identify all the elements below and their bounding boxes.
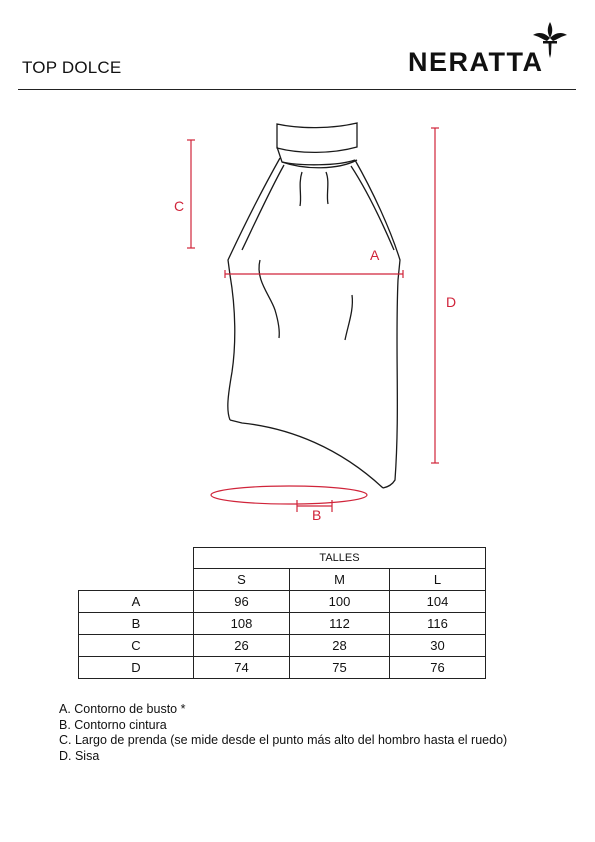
table-cell: 76 bbox=[390, 657, 486, 679]
table-cell: 74 bbox=[194, 657, 290, 679]
legend-item: A. Contorno de busto * bbox=[59, 702, 186, 716]
table-row bbox=[79, 635, 486, 657]
label-c: C bbox=[174, 198, 185, 214]
measure-a bbox=[225, 247, 403, 278]
header-divider bbox=[18, 89, 576, 90]
brand-logo bbox=[408, 20, 574, 82]
right-side bbox=[355, 160, 400, 488]
table-cell: 30 bbox=[390, 635, 486, 657]
legend-item: D. Sisa bbox=[59, 748, 100, 763]
table-group-row bbox=[79, 548, 486, 569]
size-table bbox=[78, 547, 486, 679]
size-header: M bbox=[290, 569, 390, 591]
table-cell: 96 bbox=[194, 591, 290, 613]
table-cell: 104 bbox=[390, 591, 486, 613]
label-b: B bbox=[312, 507, 322, 523]
row-label: D bbox=[79, 657, 194, 679]
table-cell: 75 bbox=[290, 657, 390, 679]
table-row bbox=[79, 591, 486, 613]
collar bbox=[277, 123, 357, 152]
table-size-row bbox=[79, 569, 486, 591]
garment-diagram bbox=[150, 110, 470, 530]
garment-outline bbox=[228, 123, 400, 488]
left-side bbox=[228, 158, 280, 420]
brand-name: NERATTA bbox=[408, 47, 544, 77]
table-row bbox=[79, 613, 486, 635]
table-cell: 116 bbox=[390, 613, 486, 635]
size-header: L bbox=[390, 569, 486, 591]
measurement-legend bbox=[59, 702, 507, 764]
legend-item: B. Contorno cintura bbox=[59, 717, 167, 732]
table-cell: 100 bbox=[290, 591, 390, 613]
row-label: A bbox=[79, 591, 194, 613]
measure-d bbox=[431, 128, 456, 463]
label-d: D bbox=[446, 294, 457, 310]
legend-item: C. Largo de prenda (se mide desde el punto más alto del hombro hasta el ruedo) bbox=[59, 733, 508, 747]
measure-c bbox=[174, 140, 195, 248]
row-label: B bbox=[79, 613, 194, 635]
label-a: A bbox=[370, 247, 380, 263]
table-row bbox=[79, 657, 486, 679]
measure-b bbox=[211, 486, 367, 523]
talles-header: TALLES bbox=[194, 548, 486, 569]
table-cell: 112 bbox=[290, 613, 390, 635]
row-label: C bbox=[79, 635, 194, 657]
size-header: S bbox=[194, 569, 290, 591]
table-cell: 108 bbox=[194, 613, 290, 635]
table-cell: 26 bbox=[194, 635, 290, 657]
product-title: TOP DOLCE bbox=[22, 58, 122, 77]
hem bbox=[230, 420, 383, 488]
table-cell: 28 bbox=[290, 635, 390, 657]
